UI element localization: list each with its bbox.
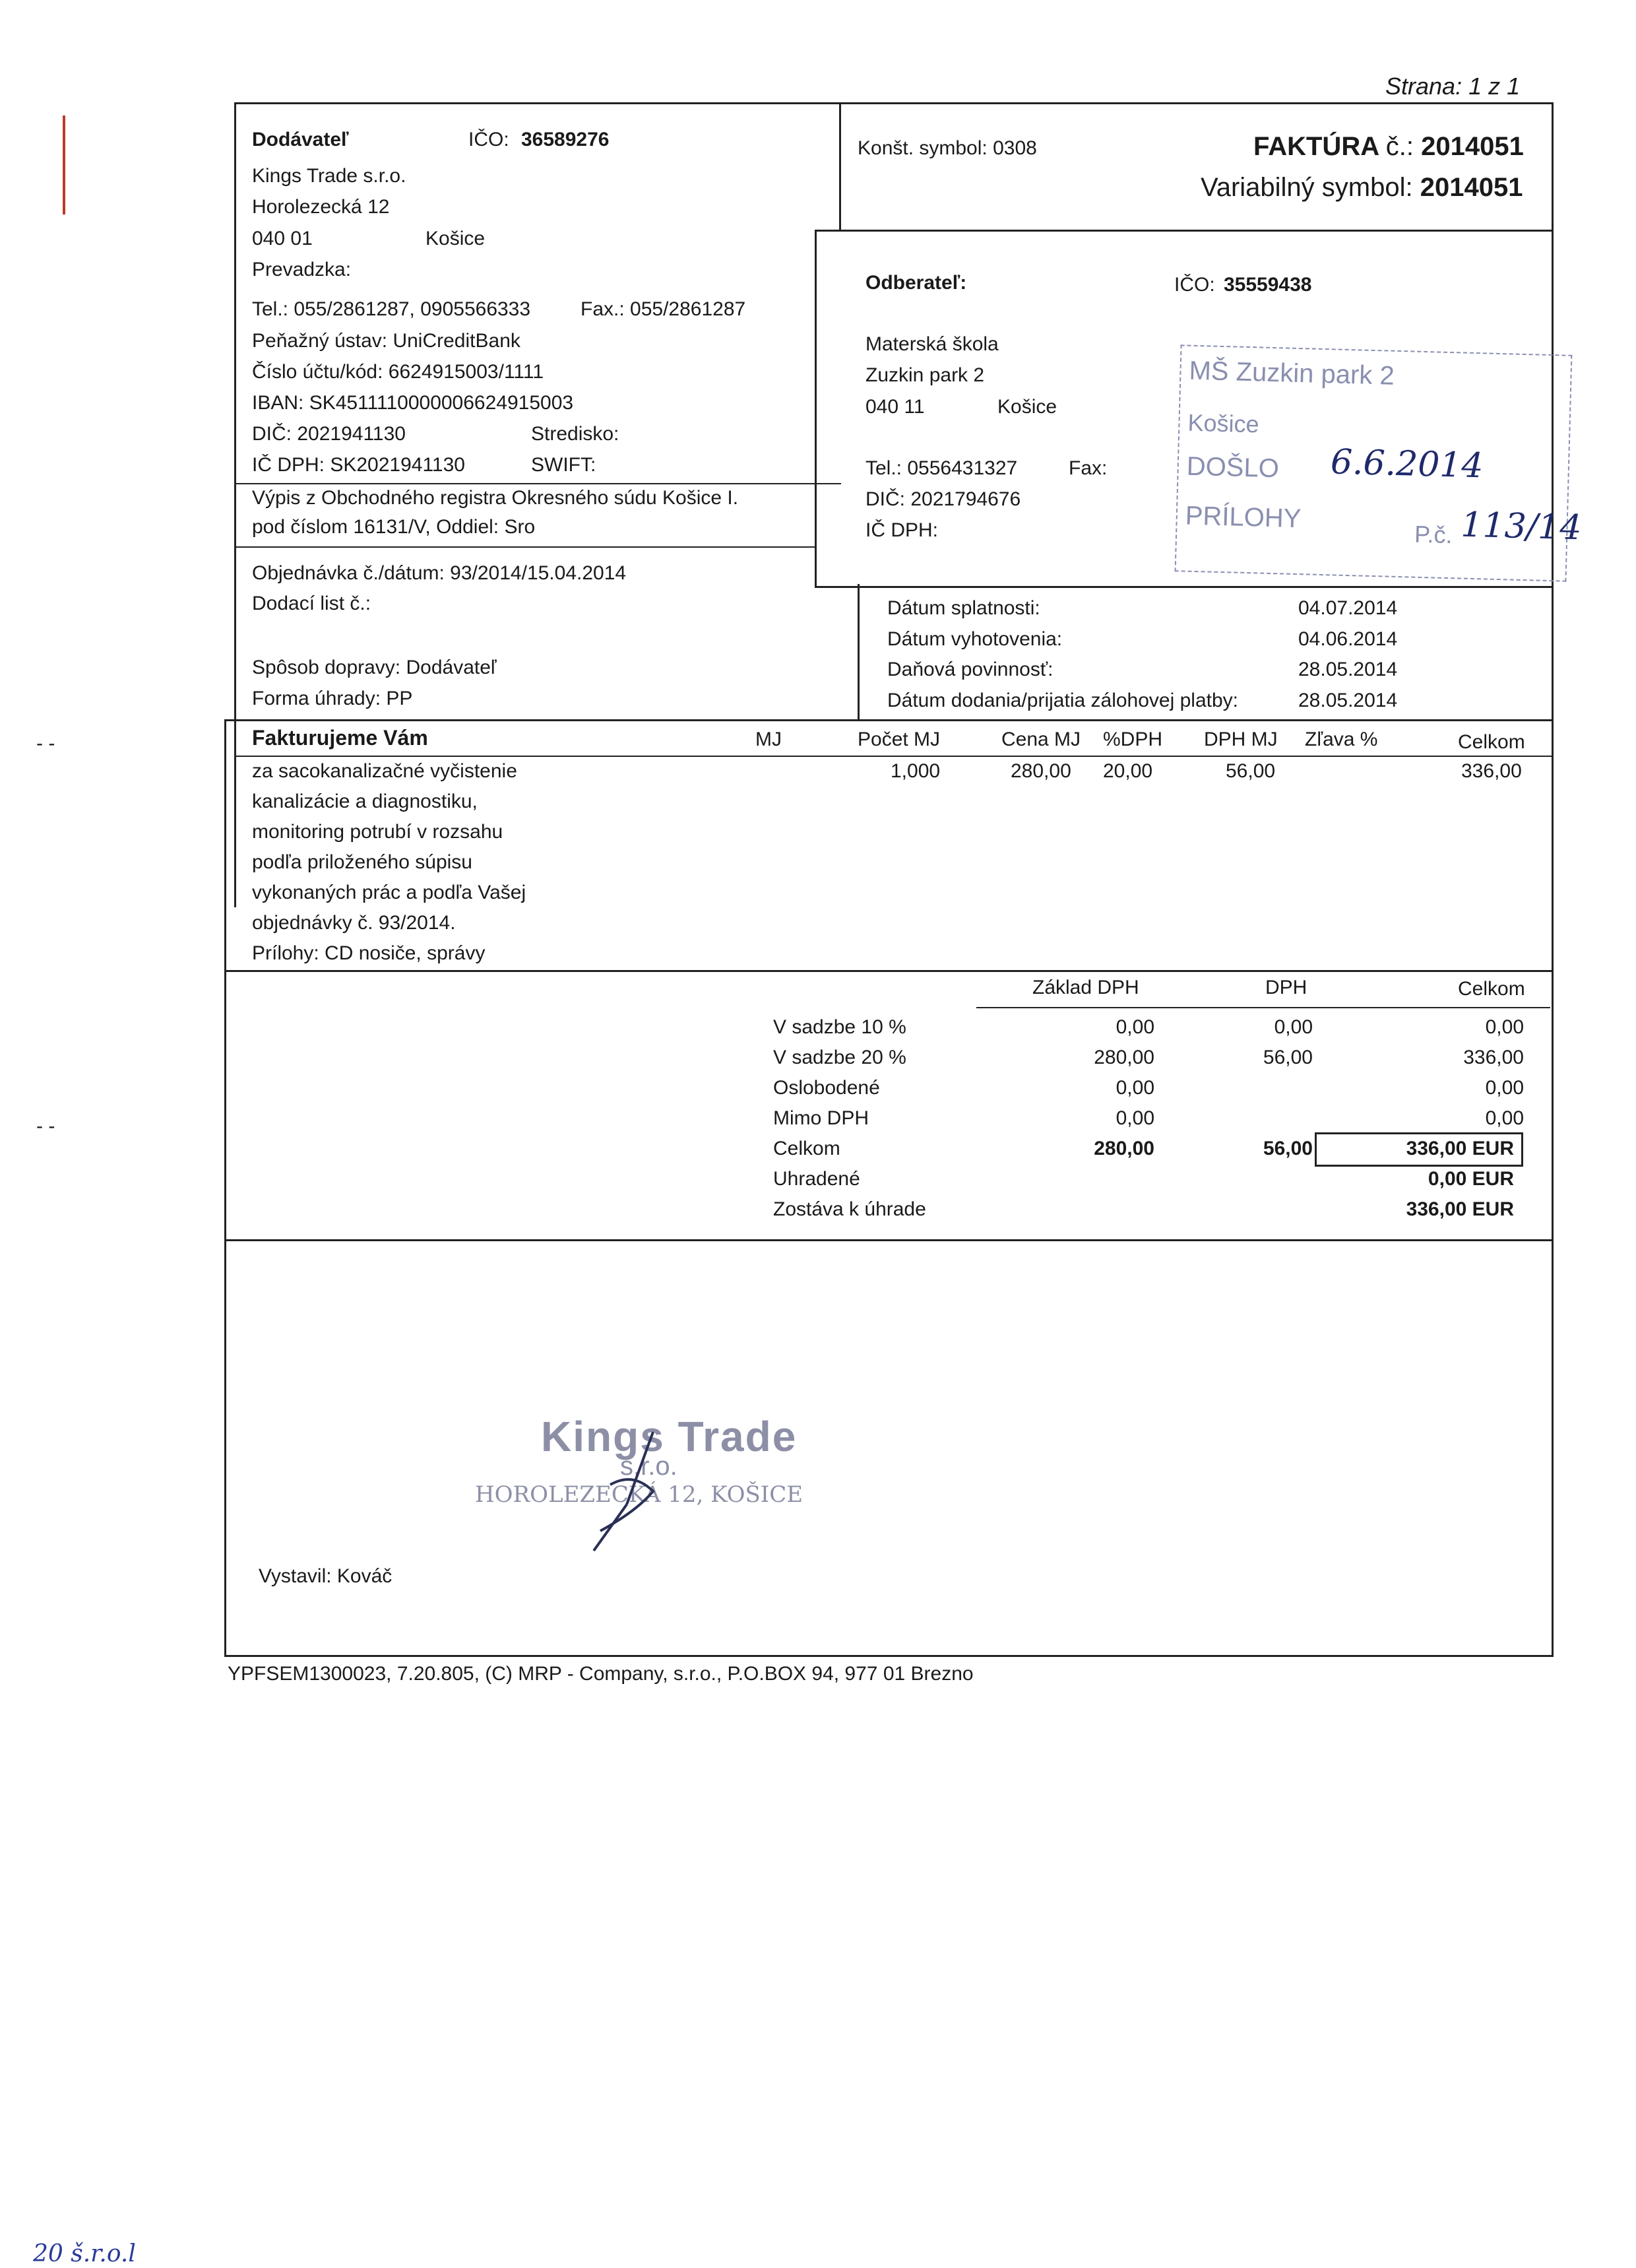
customer-icdph: IČ DPH: [865,519,939,541]
frame-left-mid [224,719,226,970]
items-header-line [234,756,1554,757]
customer-fax: Fax: [1069,457,1108,479]
summary-zaklad-header: Základ DPH [1032,977,1139,998]
konst-symbol: Konšt. symbol: 0308 [858,137,1037,159]
page-number: Strana: 1 z 1 [1385,73,1521,100]
summary-dph: 0,00 [1274,1016,1313,1038]
summary-zaklad: 0,00 [1116,1016,1154,1038]
col-mj: MJ [755,729,782,750]
paid-value: 0,00 EUR [1428,1168,1514,1190]
supplier-prevadzka: Prevadzka: [252,259,352,280]
item-desc-line: monitoring potrubí v rozsahu [252,821,503,843]
item-desc-line: podľa priloženého súpisu [252,851,472,873]
summary-top-line [224,970,1554,972]
item-desc-line: kanalizácie a diagnostiku, [252,791,478,812]
col-dph-pct: %DPH [1103,729,1163,750]
supplier-heading: Dodávateľ [252,129,349,150]
summary-dph-header: DPH [1265,977,1307,998]
col-zlava: Zľava % [1305,729,1378,750]
frame-left [234,102,236,907]
stamp-ref-label: P.č. [1414,520,1453,549]
stamp-ref-value: 113/14 [1460,505,1583,548]
col-celkom: Celkom [1458,731,1525,753]
header-divider [839,102,841,231]
supplier-dic: DIČ: 2021941130 [252,423,406,445]
date-label: Dátum vyhotovenia: [887,628,1063,650]
supplier-name: Kings Trade s.r.o. [252,165,406,187]
date-label: Dátum dodania/prijatia zálohovej platby: [887,690,1238,711]
payment-form: Forma úhrady: PP [252,688,413,709]
summary-header-line [976,1007,1550,1008]
stamp-line-3: DOŠLO [1186,451,1280,484]
summary-celkom: 0,00 [1485,1016,1524,1038]
item-desc-line: vykonaných prác a podľa Vašej [252,882,526,903]
customer-dic: DIČ: 2021794676 [865,488,1021,510]
frame-left-lower [224,963,226,1656]
item-desc-line: objednávky č. 93/2014. [252,912,456,934]
supplier-fax: Fax.: 055/2861287 [581,298,746,320]
margin-dash: - - [36,1115,55,1137]
col-cena: Cena MJ [1001,729,1081,750]
remaining-label: Zostáva k úhrade [773,1198,926,1220]
vs-label: Variabilný symbol: [1201,173,1413,202]
paid-label: Uhradené [773,1168,860,1190]
item-cena: 280,00 [1011,760,1071,782]
customer-phone: Tel.: 0556431327 [865,457,1018,479]
summary-label: Mimo DPH [773,1107,869,1129]
summary-label: V sadzbe 10 % [773,1016,906,1038]
supplier-stredisko: Stredisko: [531,423,619,445]
summary-zaklad: 0,00 [1116,1077,1154,1099]
register-bottom-line [234,546,815,548]
item-celkom: 336,00 [1461,760,1522,782]
item-pocet: 1,000 [891,760,941,782]
company-stamp [475,1412,818,1544]
supplier-street: Horolezecká 12 [252,196,390,218]
supplier-zip: 040 01 [252,228,313,249]
item-desc-line: Prílohy: CD nosiče, správy [252,942,486,964]
margin-dash: - - [36,732,55,754]
date-label: Daňová povinnosť: [887,659,1054,680]
variable-symbol [1201,173,1523,203]
margin-note: 20 š.r.o.l [33,2240,136,2267]
supplier-register-1: Výpis z Obchodného registra Okresného súdu Košice I. [252,487,739,509]
invoice-number-label: č.: [1385,132,1414,161]
supplier-city: Košice [425,228,486,249]
supplier-ico: 36589276 [521,129,610,150]
date-label: Dátum splatnosti: [887,597,1040,619]
summary-celkom: 0,00 [1485,1077,1524,1099]
col-pocet: Počet MJ [858,729,941,750]
customer-heading: Odberateľ: [865,272,967,294]
summary-celkom: 0,00 [1485,1107,1524,1129]
item-dph-mj: 56,00 [1226,760,1276,782]
supplier-phone: Tel.: 055/2861287, 0905566333 [252,298,531,320]
summary-dph: 56,00 [1263,1047,1313,1068]
customer-city: Košice [997,396,1057,418]
total-dph: 56,00 [1263,1138,1313,1159]
footer-text: YPFSEM1300023, 7.20.805, (C) MRP - Company, s.r.o., P.O.BOX 94, 977 01 Brezno [228,1663,974,1685]
total-zaklad: 280,00 [1094,1138,1154,1159]
customer-ico: 35559438 [1224,274,1312,296]
company-stamp-address: HOROLEZECKÁ 12, KOŠICE [475,1481,803,1508]
summary-label: V sadzbe 20 % [773,1047,906,1068]
stamp-line-2: Košice [1187,408,1260,438]
col-dph-mj: DPH MJ [1204,729,1278,750]
company-stamp-name: Kings Trade [541,1413,798,1460]
supplier-ico-label: IČO: [468,129,509,150]
customer-ico-label: IČO: [1174,274,1215,296]
supplier-icdph: IČ DPH: SK2021941130 [252,454,465,476]
signature [554,1425,686,1557]
delivery-note: Dodací list č.: [252,593,371,614]
order-line: Objednávka č./dátum: 93/2014/15.04.2014 [252,562,627,584]
supplier-swift: SWIFT: [531,454,596,476]
items-top-line [234,719,1554,721]
frame-bottom [224,1655,1554,1657]
customer-street: Zuzkin park 2 [865,364,985,386]
item-desc-line: za sacokanalizačné vyčistenie [252,760,517,782]
remaining-value: 336,00 EUR [1406,1198,1514,1220]
stamp-line-4: PRÍLOHY [1185,501,1302,534]
received-stamp [1175,344,1583,581]
invoice-number: 2014051 [1421,132,1524,161]
date-value: 28.05.2014 [1298,659,1398,680]
customer-zip: 040 11 [865,396,925,418]
invoice-title [1253,132,1524,162]
company-stamp-suffix: s.r.o. [620,1452,677,1481]
supplier-register-2: pod číslom 16131/V, Oddiel: Sro [252,516,536,538]
summary-bottom-line [224,1239,1554,1241]
summary-zaklad: 280,00 [1094,1047,1154,1068]
frame-top [234,102,1554,104]
total-label: Celkom [773,1138,840,1159]
total-celkom: 336,00 EUR [1406,1138,1514,1159]
transport: Spôsob dopravy: Dodávateľ [252,657,497,678]
supplier-account: Číslo účtu/kód: 6624915003/1111 [252,361,544,383]
stamp-handwritten-date: 6.6.2014 [1330,442,1484,486]
stamp-line-1: MŠ Zuzkin park 2 [1189,356,1395,391]
issued-by: Vystavil: Kováč [259,1565,393,1587]
vs-value: 2014051 [1420,173,1523,202]
summary-zaklad: 0,00 [1116,1107,1154,1129]
item-dph-pct: 20,00 [1103,760,1153,782]
supplier-iban: IBAN: SK4511110000006624915003 [252,392,574,414]
summary-celkom-header: Celkom [1458,978,1525,1000]
date-value: 04.06.2014 [1298,628,1398,650]
summary-label: Oslobodené [773,1077,880,1099]
items-title: Fakturujeme Vám [252,726,428,750]
date-value: 04.07.2014 [1298,597,1398,619]
dates-divider [858,584,860,719]
supplier-bank: Peňažný ústav: UniCreditBank [252,330,520,352]
customer-name: Materská škola [865,333,999,355]
invoice-title-text: FAKTÚRA [1253,132,1379,161]
register-top-line [234,483,841,484]
summary-celkom: 336,00 [1463,1047,1524,1068]
margin-mark [63,115,65,214]
date-value: 28.05.2014 [1298,690,1398,711]
